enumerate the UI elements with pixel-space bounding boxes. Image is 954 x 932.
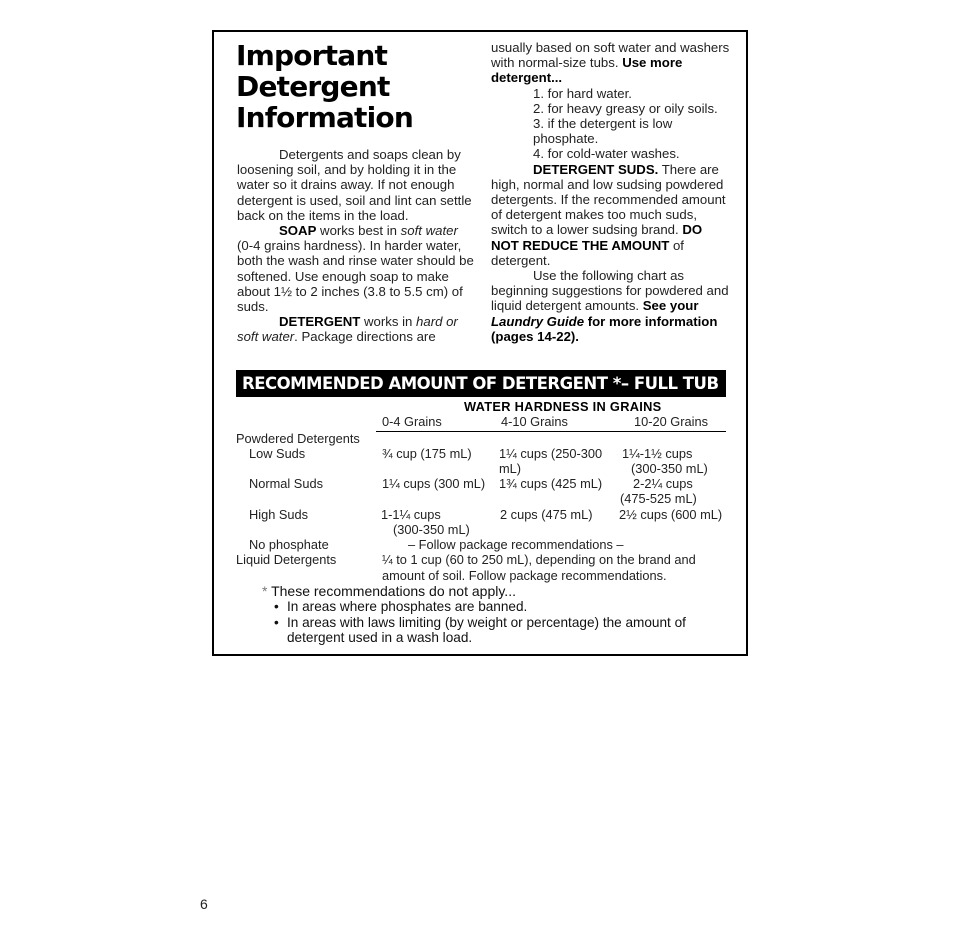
footnote-text: These recommendations do not apply...: [271, 583, 516, 599]
table-cell: 2 cups (475 mL): [500, 507, 593, 522]
list-item: 4. for cold-water washes.: [533, 146, 680, 162]
use-more-heading: Use more detergent...: [491, 55, 683, 86]
row-label: High Suds: [249, 507, 309, 522]
footnote: [262, 584, 732, 646]
chart-text: Use the following chart as beginning suggestions for powdered and liquid detergent amounts.: [491, 268, 729, 314]
list-item: • In areas with laws limiting (by weight or percentage) the amount of detergent used in a wash load.: [272, 615, 732, 646]
list-item: 3. if the detergent is low phosphate.: [533, 116, 673, 147]
column-header: 10-20 Grains: [634, 414, 708, 429]
detergent-italic: hard or soft water: [237, 314, 458, 345]
detergent-text: works in: [360, 314, 417, 330]
chart-reference: See your: [642, 298, 699, 314]
page-number: 6: [200, 896, 208, 912]
list-item: 2. for heavy greasy or oily soils.: [533, 100, 718, 116]
table-banner: RECOMMENDED AMOUNT OF DETERGENT *– FULL TUB: [236, 370, 726, 397]
table-cell: 1¼ cups (300 mL): [382, 476, 486, 491]
suds-text: of detergent.: [491, 237, 684, 268]
row-label: Liquid Detergents: [236, 552, 337, 567]
suds-paragraph: [491, 162, 733, 268]
table-header: WATER HARDNESS IN GRAINS: [464, 399, 662, 414]
soap-text: works best in: [316, 223, 401, 239]
table-cell: (475-525 mL): [620, 491, 697, 506]
row-group-label: Powdered Detergents: [236, 431, 360, 446]
table-cell: 1¼-1½ cups: [622, 446, 693, 461]
row-label: Low Suds: [249, 446, 306, 461]
row-label: No phosphate: [249, 537, 329, 552]
left-column: [237, 147, 477, 345]
footnote-intro: [262, 584, 732, 599]
table-cell: 1¼ cups (250-300: [499, 446, 603, 461]
title-line: Detergent: [236, 70, 390, 103]
soap-term: SOAP: [279, 223, 317, 239]
row-label: Normal Suds: [249, 476, 323, 491]
asterisk-mark: *: [262, 583, 272, 599]
table-cell: 2½ cups (600 mL): [619, 507, 723, 522]
soap-text: (0-4 grains hardness). In harder water, both the wash and rinse water should be softened. Use enough soap to make about 1½ to 2 inches (3.8 to 5.5 cm) of suds.: [237, 238, 474, 315]
table-cell: (300-350 mL): [393, 522, 470, 537]
table-cell: 1¾ cups (425 mL): [499, 476, 603, 491]
footnote-list: [272, 599, 732, 645]
intro-paragraph: Detergents and soaps clean by loosening soil, and by holding it in the water so it drains away. If not enough detergent is used, soil and lint can settle back on the items in the load.: [237, 147, 472, 223]
chart-paragraph: [491, 268, 733, 344]
detergent-paragraph: [237, 314, 477, 344]
soap-paragraph: [237, 223, 477, 314]
table-cell: (300-350 mL): [631, 461, 708, 476]
page-title: [236, 40, 413, 133]
laundry-guide-reference: Laundry Guide: [491, 313, 585, 329]
title-line: Information: [236, 101, 414, 134]
column-header: 0-4 Grains: [382, 414, 442, 429]
list-item: 1. for hard water.: [533, 85, 632, 101]
suds-text: There are high, normal and low sudsing powdered detergents. If the recommended amount of detergent makes too much suds, switch to a lower sudsing brand.: [491, 161, 726, 238]
title-line: Important: [236, 39, 388, 72]
table-cell: 2-2¼ cups: [633, 476, 693, 491]
suds-warning: DO NOT REDUCE THE AMOUNT: [491, 222, 703, 253]
detergent-text: . Package directions are: [294, 329, 436, 345]
right-column: [491, 40, 733, 344]
table-cell: – Follow package recommendations –: [408, 537, 624, 552]
table-cell: amount of soil. Follow package recommendations.: [382, 568, 667, 583]
reasons-list: [491, 86, 733, 162]
table-rule: [376, 431, 726, 432]
chart-reference: for more information (pages 14-22).: [491, 313, 718, 344]
continuation-text: usually based on soft water and washers with normal-size tubs.: [491, 40, 730, 71]
detergent-term: DETERGENT: [279, 314, 361, 330]
table-cell: 1-1¼ cups: [381, 507, 441, 522]
continuation-paragraph: [491, 40, 733, 86]
list-item: • In areas where phosphates are banned.: [272, 599, 732, 614]
column-header: 4-10 Grains: [501, 414, 568, 429]
table-cell: ¼ to 1 cup (60 to 250 mL), depending on the brand and: [382, 552, 696, 567]
soap-italic: soft water: [400, 223, 458, 239]
table-cell: ¾ cup (175 mL): [382, 446, 472, 461]
suds-term: DETERGENT SUDS.: [533, 161, 659, 177]
table-cell: mL): [499, 461, 522, 476]
